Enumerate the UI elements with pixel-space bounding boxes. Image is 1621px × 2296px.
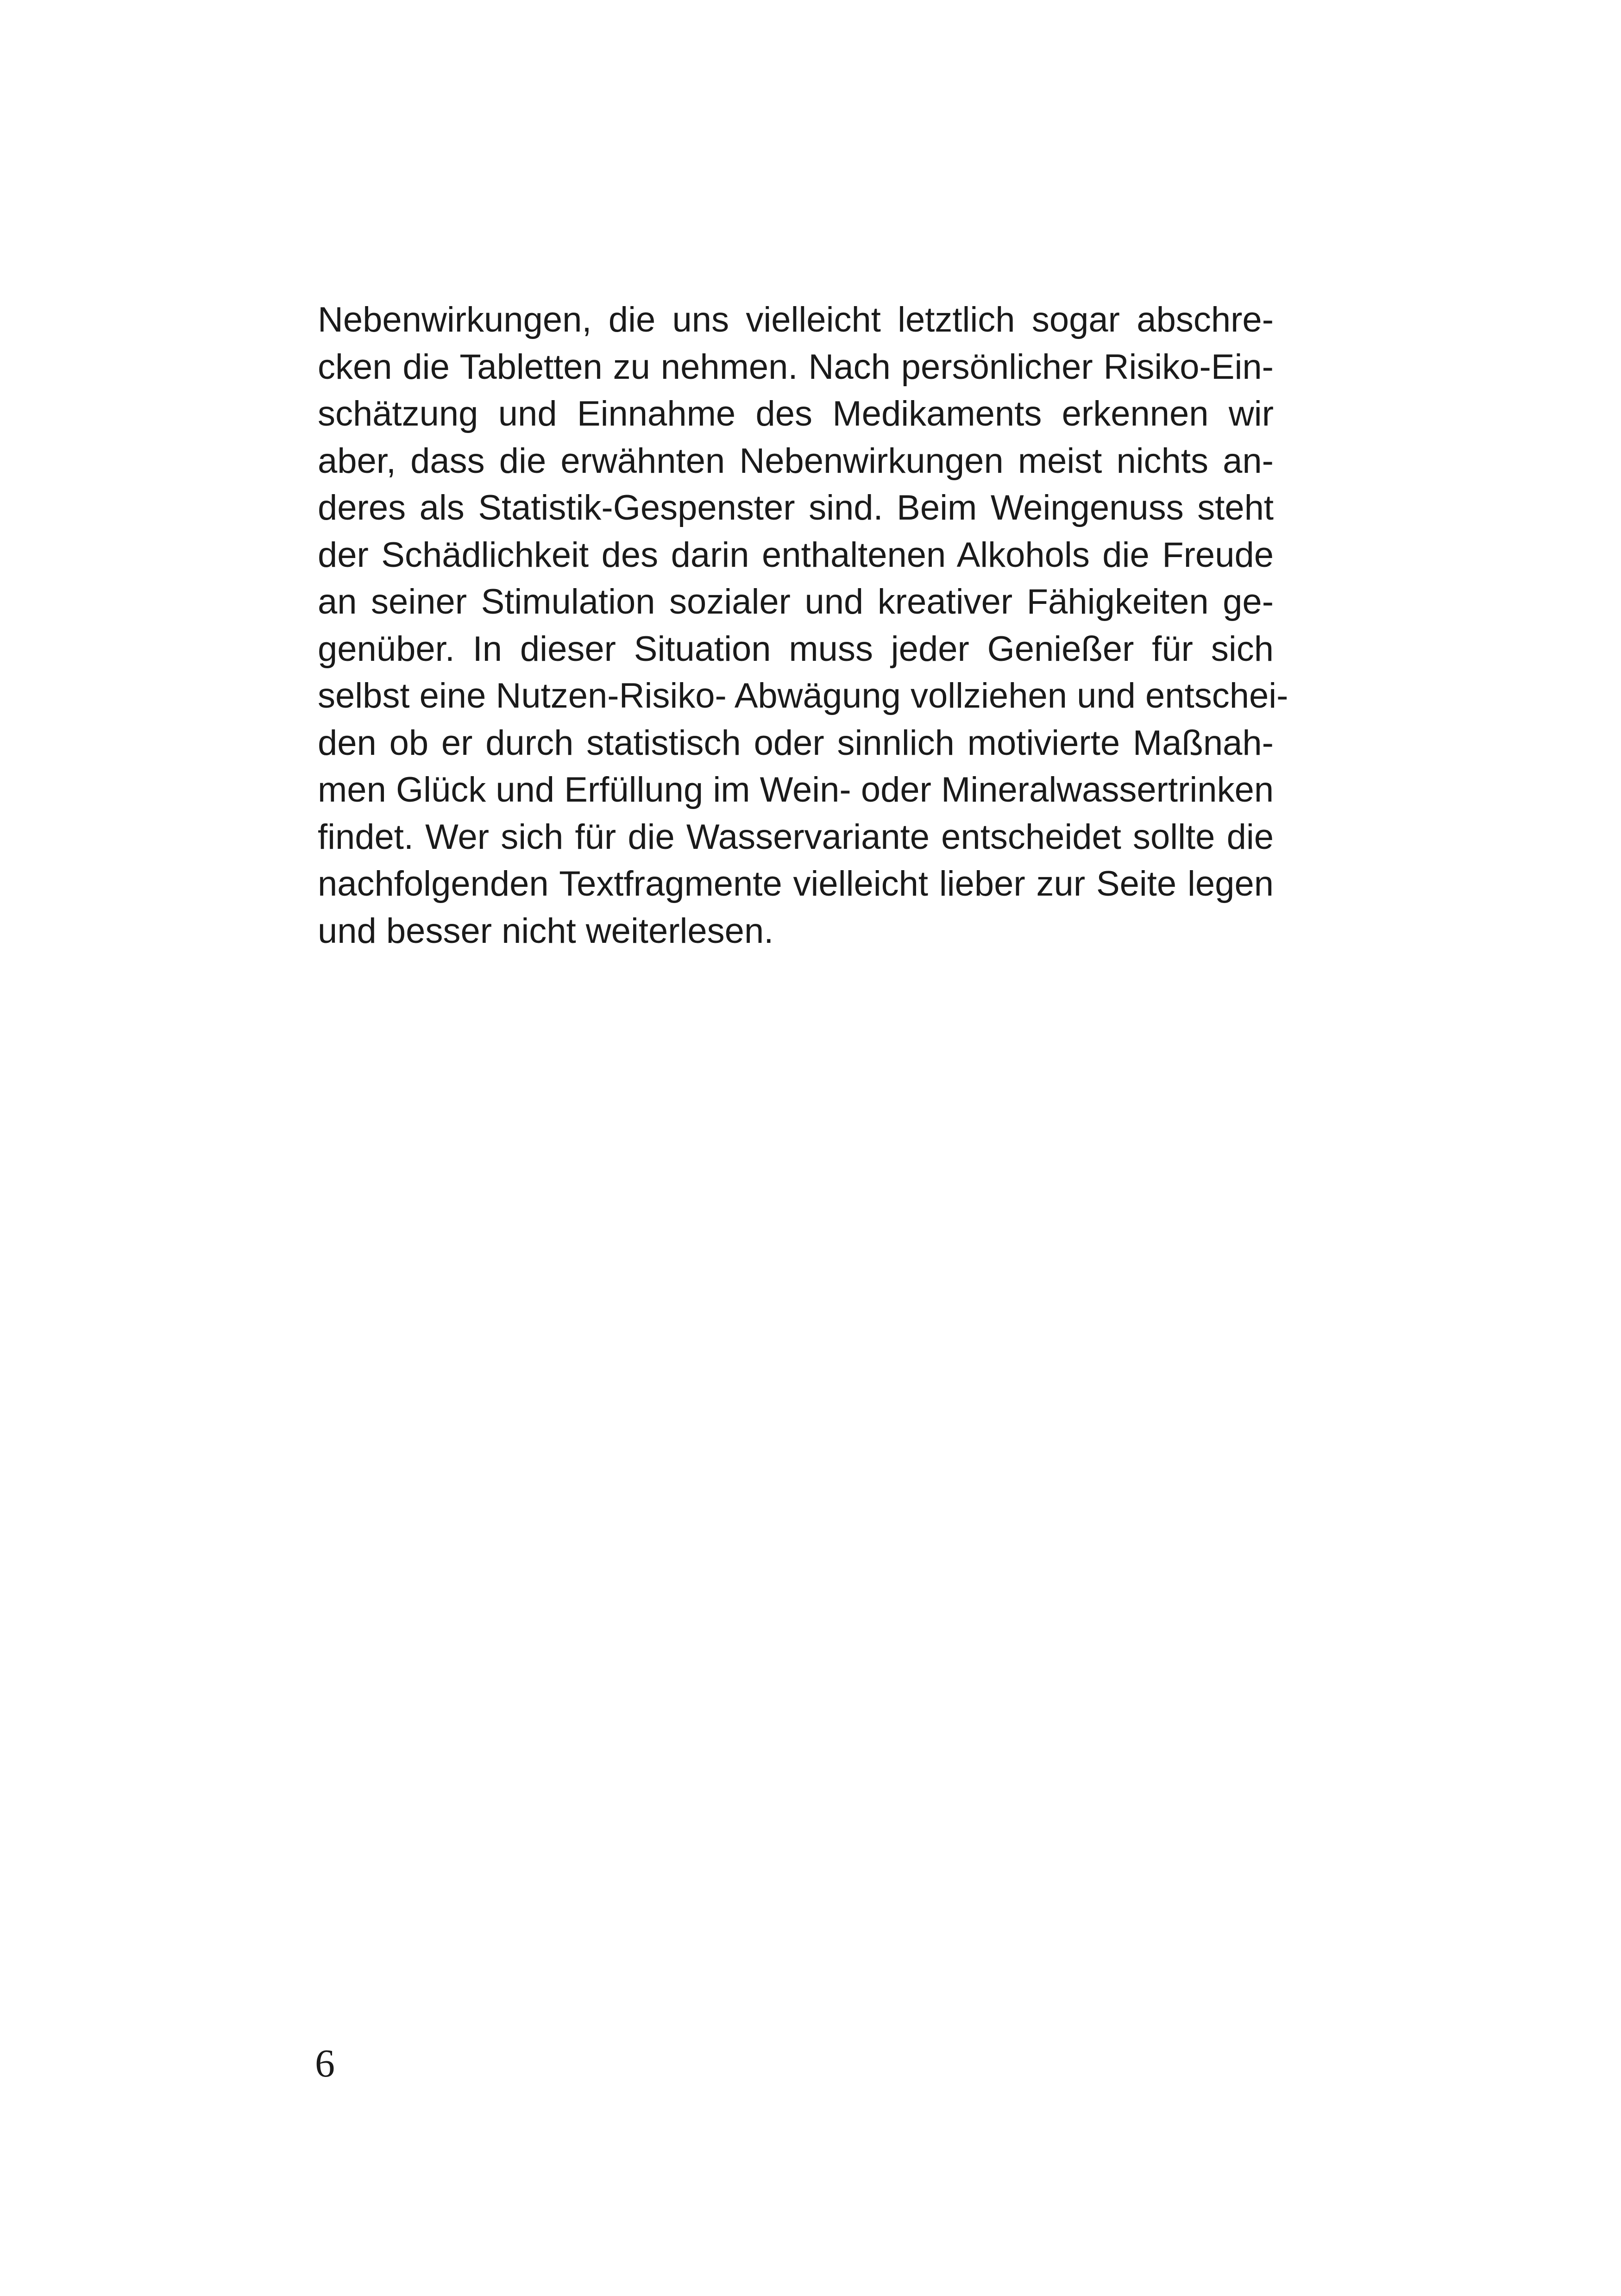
- paragraph-line-2: cken die Tabletten zu nehmen. Nach persönlicher Risiko-Ein-: [318, 347, 1274, 387]
- paragraph-line-8: genüber. In dieser Situation muss jeder Genießer für sich: [318, 629, 1274, 669]
- paragraph-line-6: der Schädlichkeit des darin enthaltenen Alkohols die Freude: [318, 535, 1274, 575]
- body-paragraph: [318, 296, 1288, 954]
- paragraph-line-7: an seiner Stimulation sozialer und kreativer Fähigkeiten ge-: [318, 582, 1274, 621]
- paragraph-line-14: und besser nicht weiterlesen.: [318, 911, 774, 951]
- paragraph-line-13: nachfolgenden Textfragmente vielleicht lieber zur Seite legen: [318, 864, 1274, 903]
- paragraph-line-4: aber, dass die erwähnten Nebenwirkungen meist nichts an-: [318, 441, 1274, 481]
- paragraph-line-12: findet. Wer sich für die Wasservariante entscheidet sollte die: [318, 817, 1274, 857]
- paragraph-line-1: Nebenwirkungen, die uns vielleicht letztlich sogar abschre-: [318, 300, 1274, 339]
- page-number: 6: [315, 2041, 335, 2085]
- paragraph-line-11: men Glück und Erfüllung im Wein- oder Mineralwassertrinken: [318, 770, 1274, 809]
- paragraph-line-3: schätzung und Einnahme des Medikaments erkennen wir: [318, 394, 1274, 433]
- paragraph-line-9: selbst eine Nutzen-Risiko- Abwägung vollziehen und entschei-: [318, 676, 1288, 715]
- paragraph-line-10: den ob er durch statistisch oder sinnlich motivierte Maßnah-: [318, 723, 1274, 763]
- paragraph-line-5: deres als Statistik-Gespenster sind. Beim Weingenuss steht: [318, 488, 1274, 527]
